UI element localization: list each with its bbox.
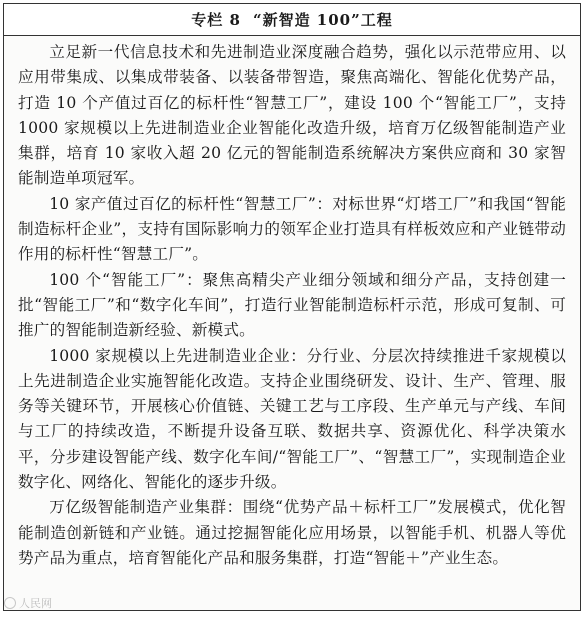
intro-paragraph: 立足新一代信息技术和先进制造业深度融合趋势，强化以示范带应用、以应用带集成、以集成带装备、以装备带智造，聚焦高端化、智能化优势产品，打造 10 个产值过百亿的标杆性“智慧工厂”，建设 100 个“智能工厂”，支持 1000 家规模以上先进制造业企业智能化改造升级，培育万亿级智能制造产业集群，培育 10 家收入超 20 亿元的智能制造系统解决方案供应商和 30 家智能制造单项冠军。 (18, 43, 566, 188)
watermark-text: 人民网 (19, 597, 52, 610)
enterprise-upgrade-paragraph: 1000 家规模以上先进制造业企业：分行业、分层次持续推进千家规模以上先进制造企业实施智能化改造。支持企业围绕研发、设计、生产、管理、服务等关键环节，开展核心价值链、关键工艺与工序段、生产单元与产线、车间与工厂的持续改造，不断提升设备互联、数据共享、资源优化、科学决策水平，分步建设智能产线、数字化车间/“智能工厂”、“智慧工厂”，实现制造企业数字化、网络化、智能化的逐步升级。 (18, 346, 566, 492)
column-title: “新智造 100”工程 (252, 11, 393, 29)
industry-cluster-paragraph: 万亿级智能制造产业集群：围绕“优势产品＋标杆工厂”发展模式，优化智能制造创新链和产业链。通过挖掘智能化应用场景，以智能手机、机器人等优势产品为重点，培育智能化产品和服务集群，打造“智能＋”产业生态。 (18, 498, 566, 567)
intelligent-factory-paragraph: 100 个“智能工厂”：聚焦高精尖产业细分领域和细分产品，支持创建一批“智能工厂”和“数字化车间”，打造行业智能制造标杆示范，形成可复制、可推广的智能制造新经验、新模式。 (18, 270, 566, 340)
watermark (4, 595, 52, 611)
smart-factory-paragraph: 10 家产值过百亿的标杆性“智慧工厂”：对标世界“灯塔工厂”和我国“智能制造标杆企业”，支持有国际影响力的领军企业打造具有样板效应和产业链带动作用的标杆性“智慧工厂”。 (18, 194, 566, 264)
column-number: 专栏 8 (191, 11, 241, 29)
column-title-bar (4, 4, 580, 36)
circle-logo-icon (4, 597, 16, 609)
column-box (3, 3, 581, 611)
column-body (4, 36, 580, 571)
